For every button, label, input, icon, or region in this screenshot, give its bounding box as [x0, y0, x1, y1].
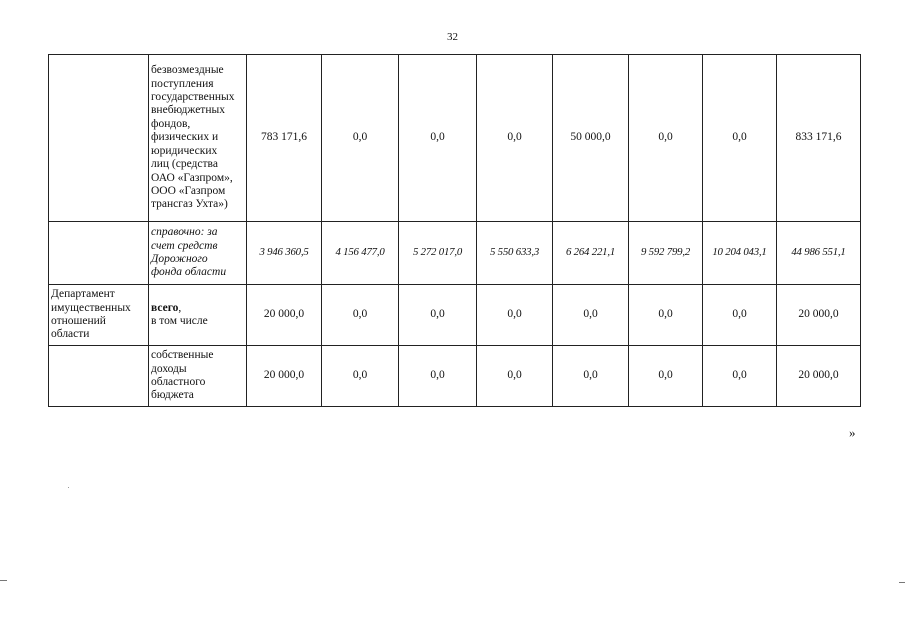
budget-table	[48, 54, 861, 407]
value-cell: 44 986 551,1	[777, 222, 861, 285]
source-line: ООО «Газпром	[151, 184, 226, 197]
scan-edge-mark	[899, 582, 905, 583]
page-number: 32	[447, 31, 458, 43]
value-cell: 0,0	[322, 55, 399, 222]
source-line: трансгаз Ухта»)	[151, 198, 228, 211]
value-cell: 0,0	[399, 285, 477, 346]
source-total-punct: ,	[178, 301, 182, 314]
value-cell: 20 000,0	[247, 285, 322, 346]
source-line: безвозмездные	[151, 64, 224, 77]
value-cell: 20 000,0	[247, 346, 322, 407]
source-line: лиц (средства	[151, 158, 218, 171]
value-cell: 0,0	[629, 285, 703, 346]
source-line: фондов,	[151, 117, 191, 130]
value-cell: 783 171,6	[247, 55, 322, 222]
org-line: области	[51, 328, 90, 341]
source-line: государственных	[151, 91, 235, 104]
value-cell: 0,0	[629, 55, 703, 222]
value-cell: 4 156 477,0	[322, 222, 399, 285]
org-cell	[49, 285, 149, 346]
value-cell: 0,0	[553, 285, 629, 346]
source-cell	[149, 285, 247, 346]
value-cell: 6 264 221,1	[553, 222, 629, 285]
closing-quote: »	[849, 425, 856, 440]
scan-edge-mark	[0, 580, 7, 581]
source-line: справочно: за	[151, 226, 218, 239]
value-cell: 0,0	[477, 285, 553, 346]
source-total-label: всего	[151, 301, 179, 314]
value-cell: 0,0	[477, 346, 553, 407]
value-cell: 5 272 017,0	[399, 222, 477, 285]
value-cell: 0,0	[703, 346, 777, 407]
value-cell: 0,0	[703, 55, 777, 222]
scan-speck	[68, 487, 69, 488]
value-cell: 0,0	[477, 55, 553, 222]
table-row	[49, 222, 861, 285]
source-line: физических и	[151, 131, 219, 144]
source-cell	[149, 222, 247, 285]
value-cell: 10 204 043,1	[703, 222, 777, 285]
source-line: юридических	[151, 144, 218, 157]
org-line: отношений	[51, 315, 106, 327]
source-cell	[149, 55, 247, 222]
source-line: бюджета	[151, 389, 194, 402]
value-cell: 0,0	[703, 285, 777, 346]
source-line: фонда области	[151, 266, 227, 279]
value-cell: 3 946 360,5	[247, 222, 322, 285]
value-cell: 9 592 799,2	[629, 222, 703, 285]
org-cell	[49, 222, 149, 285]
source-line	[151, 302, 244, 315]
value-cell: 0,0	[399, 346, 477, 407]
org-cell	[49, 346, 149, 407]
table-row	[49, 55, 861, 222]
table-row	[49, 346, 861, 407]
source-line: Дорожного	[151, 253, 208, 265]
value-cell: 20 000,0	[777, 346, 861, 407]
source-line: поступления	[151, 77, 214, 90]
table-row	[49, 285, 861, 346]
source-line: счет средств	[151, 239, 218, 252]
source-line: внебюджетных	[151, 104, 225, 117]
source-line: ОАО «Газпром»,	[151, 171, 233, 184]
source-line: собственные	[151, 349, 214, 362]
org-line: Департамент	[51, 288, 115, 301]
source-line: в том числе	[151, 315, 208, 327]
value-cell: 0,0	[399, 55, 477, 222]
source-line: доходы	[151, 362, 187, 375]
value-cell: 5 550 633,3	[477, 222, 553, 285]
org-cell	[49, 55, 149, 222]
source-cell	[149, 346, 247, 407]
value-cell: 0,0	[629, 346, 703, 407]
value-cell: 0,0	[322, 285, 399, 346]
value-cell: 20 000,0	[777, 285, 861, 346]
value-cell: 50 000,0	[553, 55, 629, 222]
value-cell: 0,0	[553, 346, 629, 407]
value-cell: 833 171,6	[777, 55, 861, 222]
org-line: имущественных	[51, 301, 131, 314]
value-cell: 0,0	[322, 346, 399, 407]
source-line: областного	[151, 376, 206, 388]
